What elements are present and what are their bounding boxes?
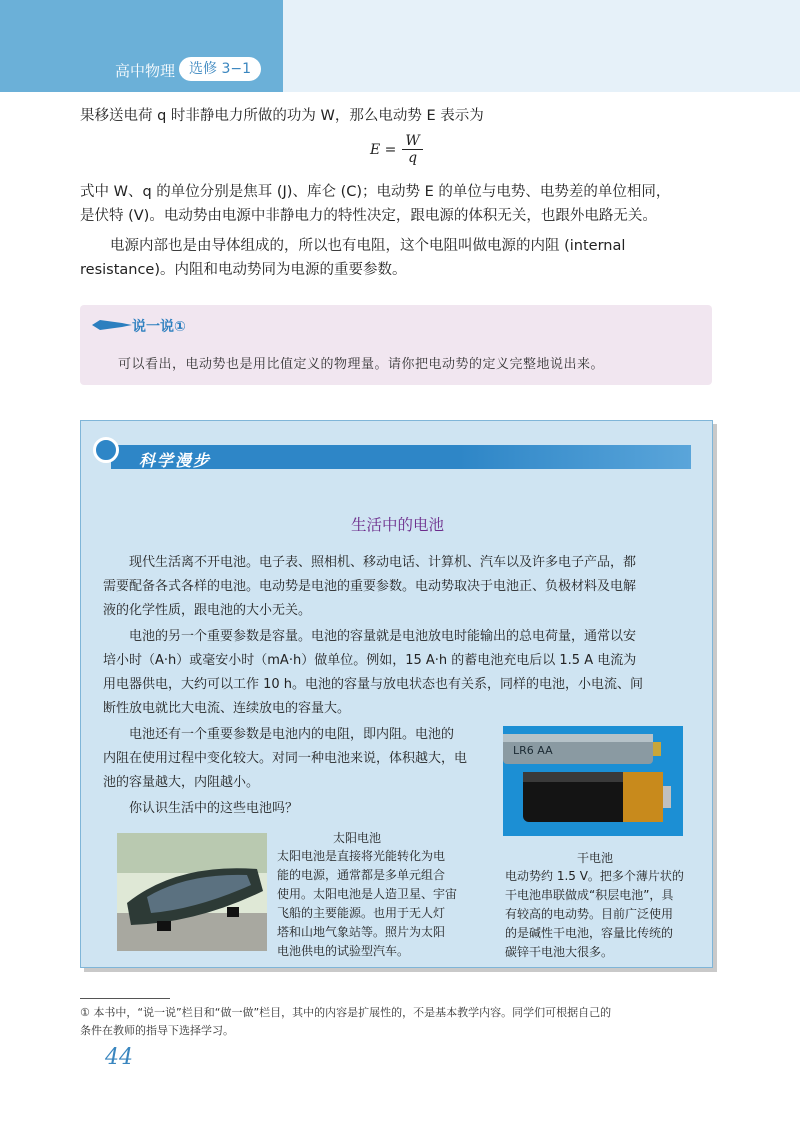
body-paragraph-2-line-1: 式中 W、q 的单位分别是焦耳 (J)、库仑 (C)；电动势 E 的单位与电势、电势差的单位相同，	[80, 184, 671, 200]
solar-caption-line: 电池供电的试验型汽车。	[277, 944, 410, 958]
formula-lhs: E =	[370, 141, 397, 158]
dry-cell-caption-title: 干电池	[577, 851, 614, 865]
battery-label-text: LR6 AA	[513, 744, 553, 757]
formula-numerator: W	[402, 133, 422, 150]
emf-formula	[370, 133, 423, 166]
science-para-2-line-2: 培小时（A·h）或毫安小时（mA·h）做单位。例如，15 A·h 的蓄电池充电后以 1.5 A 电流为	[103, 653, 637, 668]
banner-circle-icon	[93, 437, 119, 463]
formula-denominator: q	[408, 150, 418, 166]
page-header	[0, 0, 800, 92]
solar-caption-line: 能的电源，通常都是多单元组合	[277, 868, 446, 882]
science-para-1-line-3: 液的化学性质，跟电池的大小无关。	[103, 603, 312, 618]
body-paragraph-1: 果移送电荷 q 时非静电力所做的功为 W，那么电动势 E 表示为	[80, 108, 484, 124]
dry-cell-caption	[505, 867, 705, 962]
solar-caption-line: 太阳电池是直接将光能转化为电	[277, 849, 446, 863]
solar-car-illustration	[117, 833, 267, 951]
dry-caption-line: 电动势约 1.5 V。把多个薄片状的	[505, 869, 684, 883]
science-para-3-line-1: 电池还有一个重要参数是电池内的电阻，即内阻。电池的	[129, 727, 455, 742]
header-light-area	[283, 0, 800, 92]
science-para-1-line-2: 需要配备各式各样的电池。电动势是电池的重要参数。电动势取决于电池正、负极材料及电解	[103, 579, 637, 594]
dry-caption-line: 干电池串联做成“积层电池”，具	[505, 888, 674, 902]
dry-caption-line: 有较高的电动势。目前广泛使用	[505, 907, 674, 921]
book-title: 高中物理	[115, 62, 176, 80]
book-volume-badge: 选修 3−1	[179, 57, 261, 81]
footnote	[80, 1004, 730, 1040]
discussion-title: 说一说①	[132, 319, 186, 335]
body-paragraph-2-line-2: 是伏特 (V)。电动势由电源中非静电力的特性决定，跟电源的体积无关，也跟外电路无关。	[80, 208, 657, 224]
page-number: 44	[105, 1045, 133, 1070]
dry-battery-photo	[503, 726, 683, 836]
discussion-text: 可以看出，电动势也是用比值定义的物理量。请你把电动势的定义完整地说出来。	[118, 357, 605, 372]
science-para-2-line-1: 电池的另一个重要参数是容量。电池的容量就是电池放电时能输出的总电荷量，通常以安	[129, 629, 637, 644]
solar-cell-caption-title: 太阳电池	[333, 831, 382, 845]
science-sidebar	[80, 420, 713, 968]
arrow-icon	[92, 319, 132, 331]
solar-caption-line: 使用。太阳电池是人造卫星、宇宙	[277, 887, 458, 901]
science-para-2-line-4: 断性放电就比大电流、连续放电的容量大。	[103, 701, 351, 716]
solar-caption-line: 塔和山地气象站等。照片为太阳	[277, 925, 446, 939]
footnote-line-1: ① 本书中，“说一说”栏目和“做一做”栏目，其中的内容是扩展性的，不是基本教学内容。同学们可根据自己的	[80, 1006, 612, 1019]
footnote-divider	[80, 998, 170, 999]
body-paragraph-3-line-2: resistance)。内阻和电动势同为电源的重要参数。	[80, 262, 407, 278]
solar-car-photo	[117, 833, 267, 951]
solar-caption-line: 飞船的主要能源。也用于无人灯	[277, 906, 446, 920]
science-para-3-line-2: 内阻在使用过程中变化较大。对同一种电池来说，体积越大，电	[103, 751, 468, 766]
footnote-line-2: 条件在教师的指导下选择学习。	[80, 1024, 234, 1037]
science-para-1-line-1: 现代生活离不开电池。电子表、照相机、移动电话、计算机、汽车以及许多电子产品，都	[129, 555, 637, 570]
dry-caption-line: 的是碱性干电池，容量比传统的	[505, 926, 674, 940]
science-para-3-line-3: 池的容量越大，内阻越小。	[103, 775, 260, 790]
science-article-title: 生活中的电池	[350, 516, 444, 534]
science-para-2-line-3: 用电器供电，大约可以工作 10 h。电池的容量与放电状态也有关系，同样的电池，小电流、间	[103, 677, 644, 692]
solar-cell-caption	[277, 847, 477, 961]
battery-illustration	[503, 726, 683, 836]
science-para-4: 你认识生活中的这些电池吗？	[129, 801, 299, 816]
formula-fraction	[402, 133, 422, 166]
body-paragraph-3-line-1: 电源内部也是由导体组成的，所以也有电阻，这个电阻叫做电源的内阻 (internal	[110, 238, 626, 254]
discussion-box	[80, 305, 712, 385]
dry-caption-line: 碳锌干电池大很多。	[505, 945, 614, 959]
science-banner-title: 科学漫步	[139, 451, 212, 470]
